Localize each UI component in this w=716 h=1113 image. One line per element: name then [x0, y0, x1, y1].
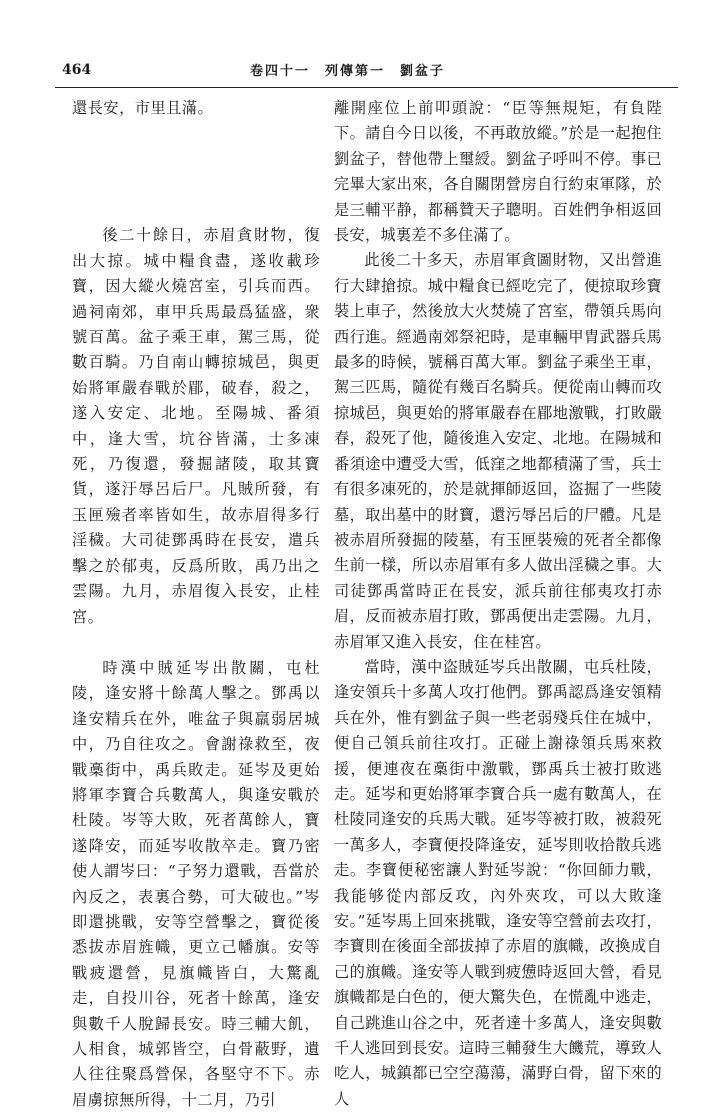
right-column — [334, 96, 662, 1112]
page-number: 464 — [62, 62, 92, 78]
running-head: 卷四十一 列傳第一 劉盆子 — [250, 64, 446, 79]
paragraph-gap — [72, 121, 320, 223]
left-paragraph-2: 後二十餘日，赤眉貪財物，復出大掠。城中糧食盡，遂收載珍寶，因大縱火燒宮室，引兵而西。過祠南郊，車甲兵馬最爲猛盛，衆號百萬。盆子乘王車，駕三馬，從數百騎。乃自南山轉掠城邑，與更始將軍嚴春戰於郿，破春，殺之，遂入安定、北地。至陽城、番須中，逢大雪，坑谷皆滿，士多凍死，乃復還，發掘諸陵，取其寶貨，遂汙辱呂后尸。凡賊所發，有玉匣殮者率皆如生，故赤眉得多行淫穢。大司徒鄧禹時在長安，遣兵擊之於郁夷，反爲所敗，禹乃出之雲陽。九月，赤眉復入長安，止桂宮。 — [72, 226, 320, 626]
header-rule — [55, 87, 678, 88]
right-paragraph-2: 此後二十多天，赤眉軍貪圖財物，又出營進行大肆搶掠。城中糧食已經吃完了，便掠取珍寶裝上車子，然後放大火焚燒了宮室，帶領兵馬向西行進。經過南郊祭祀時，是車輛甲胄武器兵馬最多的時候，號稱百萬大軍。劉盆子乘坐王車，駕三匹馬，隨從有幾百名騎兵。便從南山轉而攻掠城邑，與更始的將軍嚴春在郿地激戰，打敗嚴春，殺死了他，隨後進入安定、北地。在陽城和番須途中遭受大雪，低窪之地都積滿了雪，兵士有很多凍死的，於是就揮師返回，盗掘了一些陵墓，取出墓中的財寶，還污辱呂后的尸體。凡是被赤眉所發掘的陵墓，有玉匣裝殮的死者全都像生前一樣，所以赤眉軍有多人做出淫穢之事。大司徒鄧禹當時正在長安，派兵前往郁夷攻打赤眉，反而被赤眉打敗，鄧禹便出走雲陽。九月，赤眉軍又進入長安，住在桂宮。 — [334, 251, 662, 651]
left-paragraph-1: 還長安，市里且滿。 — [72, 99, 214, 117]
right-paragraph-1: 離開座位上前叩頭說：“臣等無規矩，有負陛下。請自今日以後，不再敢放縱。”於是一起抱住劉盆子，替他帶上璽綬。劉盆子呼叫不停。事已完畢大家出來，各自關閉營房自行約束軍隊，於是三輔平静，都稱贊天子聰明。百姓們争相返回長安，城裏差不多住滿了。 — [334, 99, 662, 245]
left-column — [72, 96, 320, 1113]
right-paragraph-3: 當時，漢中盗賊延岑兵出散關，屯兵杜陵，逢安領兵十多萬人攻打他們。鄧禹認爲逢安領精兵在外，惟有劉盆子與一些老弱殘兵住在城中，便自己領兵前往攻打。正碰上謝祿領兵馬來救援，便連夜在槀街中激戰，鄧禹兵士被打敗逃走。延岑和更始將軍李寶合兵一處有數萬人，在杜陵同逢安的兵馬大戰。延岑等被打敗，被殺死一萬多人，李寶便投降逢安，延岑則收拾散兵逃走。李寶便秘密讓人對延岑說：“你回師力戰，我能够從内部反攻，內外夾攻，可以大敗逢安。”延岑馬上回來挑戰，逢安等空營前去攻打，李寶則在後面全部拔掉了赤眉的旗幟，改換成自己的旗幟。逢安等人戰到疲憊時返回大營，看見旗幟都是白色的，便大驚失色，在慌亂中逃走，自己跳進山谷之中，死者達十多萬人，逢安與數千人逃回到長安。這時三輔發生大饑荒，導致人吃人，城鎮都已空空蕩蕩，滿野白骨，留下來的人 — [334, 657, 662, 1108]
paragraph-gap — [72, 630, 320, 656]
left-paragraph-3: 時漢中賊延岑出散關，屯杜陵，逢安將十餘萬人擊之。鄧禹以逢安精兵在外，唯盆子與羸弱居城中，乃自往攻之。會謝祿救至，夜戰槀街中，禹兵敗走。延岑及更始將軍李寶合兵數萬人，與逢安戰於杜陵。岑等大敗，死者萬餘人，寶遂降安，而延岑收散卒走。寶乃密使人謂岑曰：“子努力還戰，吾當於內反之，表裏合勢，可大破也。”岑即還挑戰，安等空營擊之，寶從後悉拔赤眉旌幟，更立己幡旗。安等戰疲還營，見旗幟皆白，大驚亂走，自投川谷，死者十餘萬，逢安與數千人脫歸長安。時三輔大飢，人相食，城郭皆空，白骨蔽野，遺人往往聚爲營保，各堅守不下。赤眉虜掠無所得，十二月，乃引 — [72, 658, 320, 1109]
